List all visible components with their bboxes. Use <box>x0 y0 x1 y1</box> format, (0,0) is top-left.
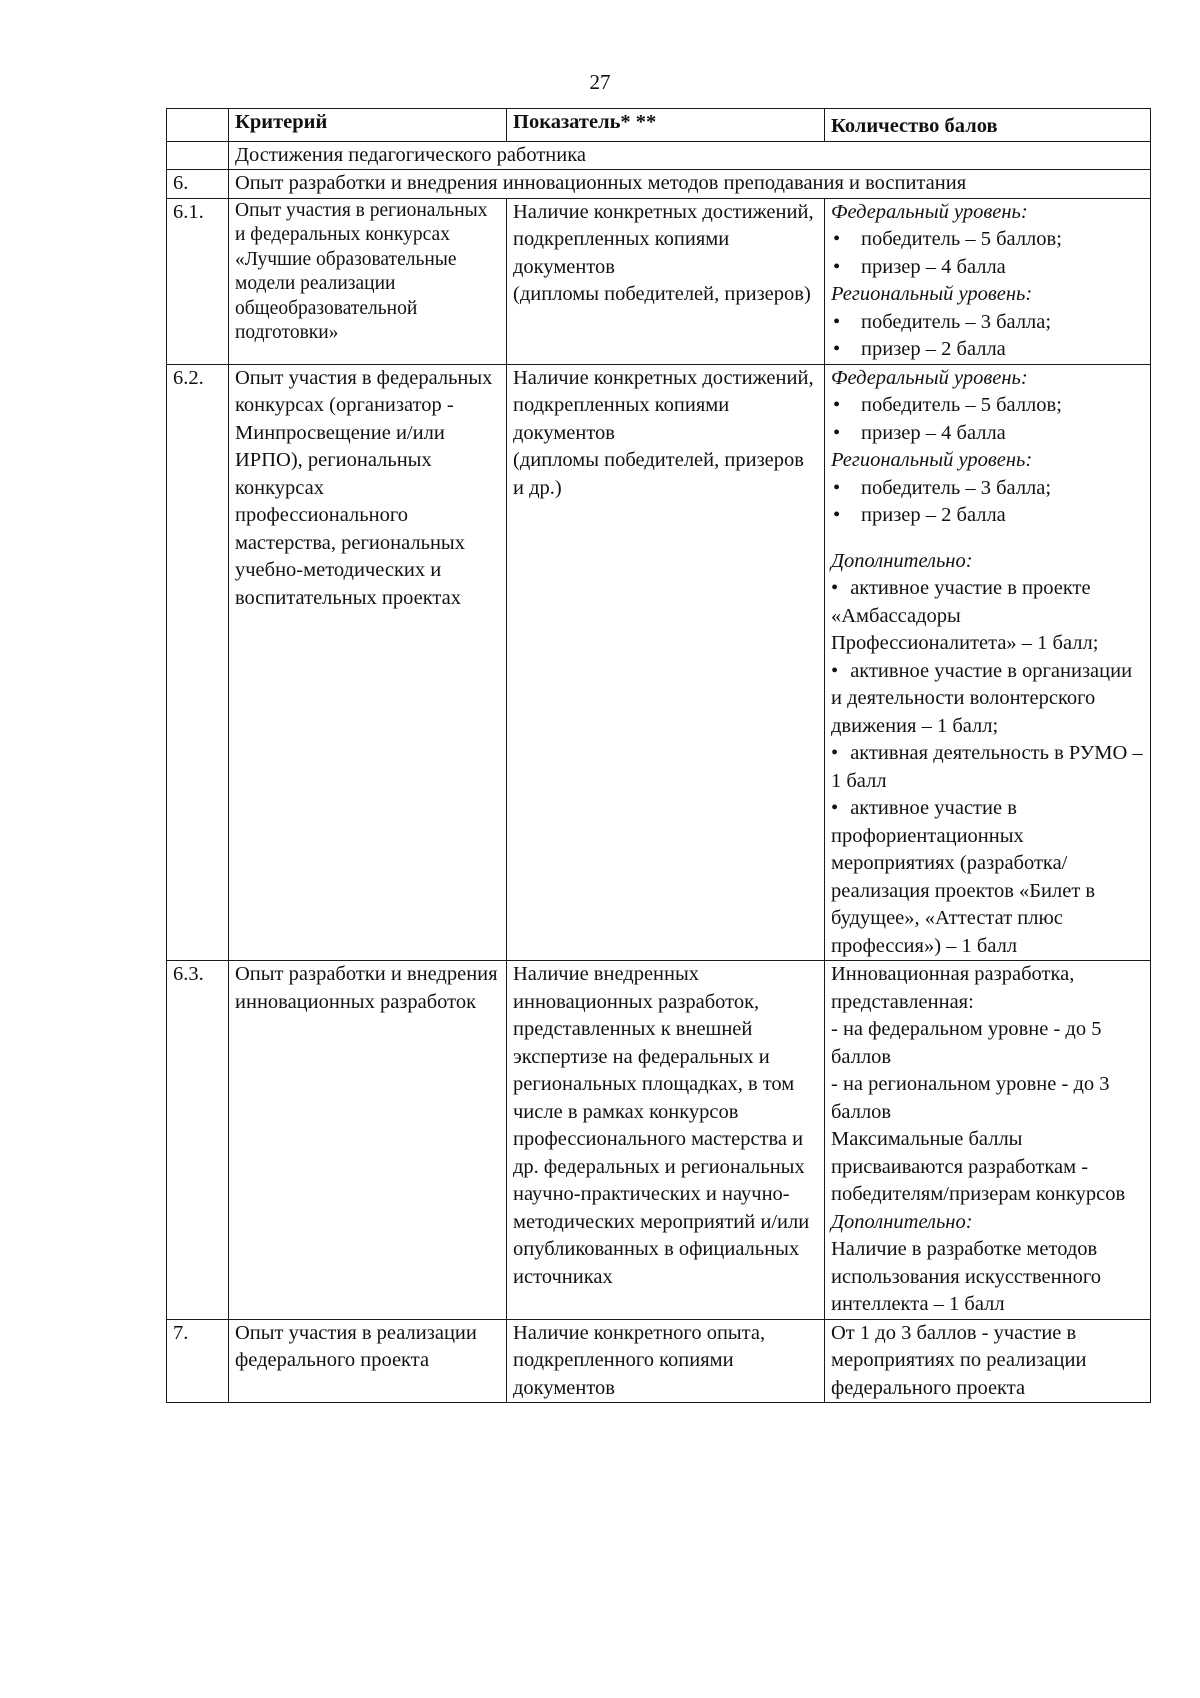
row-indicator <box>507 198 825 364</box>
row-num: 6.1. <box>167 198 229 364</box>
additional-label: Дополнительно: <box>831 549 973 572</box>
indicator-text: Наличие конкретных достижений, подкрепленных копиями документов <box>513 200 814 278</box>
spacer <box>831 530 1144 548</box>
indicator-note: (дипломы победителей, призеров) <box>513 283 811 305</box>
table-row <box>167 1319 1151 1403</box>
regional-label: Региональный уровень: <box>831 449 1033 471</box>
row-indicator: Наличие конкретного опыта, подкрепленного копиями документов <box>507 1319 825 1403</box>
section-row <box>167 141 1151 170</box>
row-criterion: Опыт разработки и внедрения инновационных разработок <box>229 961 507 1320</box>
group-row <box>167 170 1151 199</box>
row-score <box>825 364 1151 961</box>
list-item: • победитель – 3 балла; <box>831 475 1144 503</box>
federal-label: Федеральный уровень: <box>831 200 1028 223</box>
list-item: • активная деятельность в РУМО – 1 балл <box>831 740 1144 795</box>
score-extra: Наличие в разработке методов использования искусственного интеллекта – 1 балл <box>831 1238 1101 1315</box>
indicator-text: Наличие конкретных достижений, подкрепленных копиями документов <box>513 366 814 444</box>
federal-label: Федеральный уровень: <box>831 366 1028 389</box>
row-indicator: Наличие внедренных инновационных разработок, представленных к внешней экспертизе на федеральных и региональных площадках, в том числе в рамках конкурсов профессионального мастерства и др. федеральных и региональных научно-практических и научно-методических мероприятий и/или опубликованных в официальных источниках <box>507 961 825 1320</box>
table-row <box>167 961 1151 1320</box>
federal-list <box>831 226 1144 281</box>
table-row <box>167 364 1151 961</box>
row-score: От 1 до 3 баллов - участие в мероприятиях по реализации федерального проекта <box>825 1319 1151 1403</box>
additional-label: Дополнительно: <box>831 1210 973 1233</box>
list-item: • призер – 2 балла <box>831 502 1144 530</box>
list-item: • призер – 4 балла <box>831 420 1144 448</box>
section-title: Достижения педагогического работника <box>229 141 1151 170</box>
row-criterion: Опыт участия в федеральных конкурсах (организатор - Минпросвещение и/или ИРПО), региональных конкурсах профессионального мастерства, региональных учебно-методических и воспитательных проектах <box>229 364 507 961</box>
row-criterion: Опыт участия в региональных и федеральных конкурсах «Лучшие образовательные модели реализации общеобразовательной подготовки» <box>229 198 507 364</box>
row-score <box>825 198 1151 364</box>
list-item: • призер – 2 балла <box>831 336 1144 364</box>
group-num: 6. <box>167 170 229 199</box>
regional-list <box>831 309 1144 364</box>
row-indicator <box>507 364 825 961</box>
table-row <box>167 198 1151 364</box>
list-item: • победитель – 5 баллов; <box>831 392 1144 420</box>
indicator-note: (дипломы победителей, призеров и др.) <box>513 449 804 499</box>
list-item: • активное участие в проекте «Амбассадоры Профессионалитета» – 1 балл; <box>831 575 1144 658</box>
header-criterion: Критерий <box>229 109 507 142</box>
additional-list <box>831 575 1144 960</box>
section-blank <box>167 141 229 170</box>
list-item: • победитель – 3 балла; <box>831 309 1144 337</box>
row-num: 7. <box>167 1319 229 1403</box>
list-item: • активное участие в организации и деятельности волонтерского движения – 1 балл; <box>831 658 1144 741</box>
score-intro: Инновационная разработка, представленная: <box>831 963 1075 1013</box>
list-item: • победитель – 5 баллов; <box>831 226 1144 254</box>
row-num: 6.3. <box>167 961 229 1320</box>
header-score: Количество балов <box>825 109 1151 142</box>
criteria-table <box>166 108 1151 1403</box>
page-number: 27 <box>589 70 611 94</box>
row-score <box>825 961 1151 1320</box>
row-criterion: Опыт участия в реализации федерального проекта <box>229 1319 507 1403</box>
header-num <box>167 109 229 142</box>
score-regional: - на региональном уровне - до 3 баллов <box>831 1073 1110 1123</box>
regional-list <box>831 475 1144 530</box>
row-num: 6.2. <box>167 364 229 961</box>
federal-list <box>831 392 1144 447</box>
table-header-row <box>167 109 1151 142</box>
score-federal: - на федеральном уровне - до 5 баллов <box>831 1018 1102 1068</box>
list-item: • призер – 4 балла <box>831 254 1144 282</box>
list-item: • активное участие в профориентационных мероприятиях (разработка/реализация проектов «Билет в будущее», «Аттестат плюс профессия») – 1 балл <box>831 795 1144 960</box>
score-max: Максимальные баллы присваиваются разработкам - победителям/призерам конкурсов <box>831 1128 1126 1205</box>
header-indicator: Показатель* ** <box>507 109 825 142</box>
regional-label: Региональный уровень: <box>831 283 1033 305</box>
group-title: Опыт разработки и внедрения инновационных методов преподавания и воспитания <box>229 170 1151 199</box>
